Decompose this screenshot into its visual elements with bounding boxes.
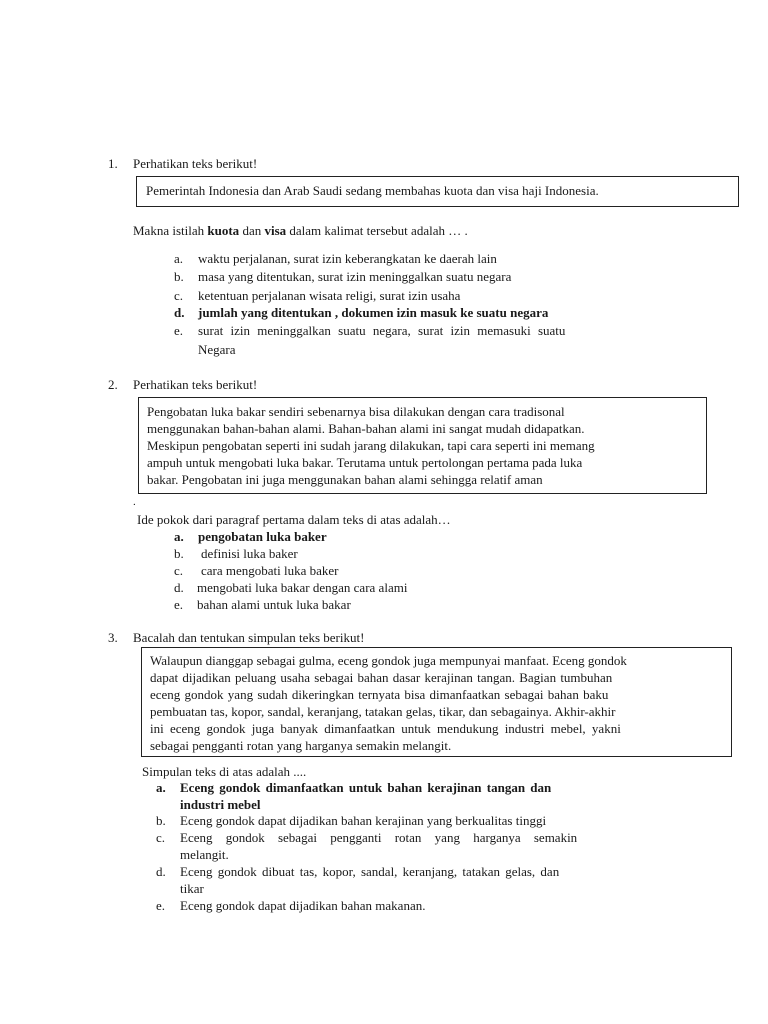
- option-c[interactable]: [174, 287, 624, 304]
- option-text: mengobati luka bakar dengan cara alami: [197, 580, 408, 595]
- option-letter: e.: [174, 597, 184, 612]
- option-letter: c.: [174, 288, 184, 303]
- option-text: Eceng gondok dibuat tas, kopor, sandal, keranjang, tatakan gelas, dan: [180, 864, 560, 879]
- box-line: Pengobatan luka bakar sendiri sebenarnya bisa dilakukan dengan cara tradisonal: [147, 404, 565, 419]
- option-letter: a.: [156, 780, 166, 795]
- option-d[interactable]: [156, 863, 624, 897]
- option-e[interactable]: [174, 596, 474, 613]
- option-letter: e.: [156, 898, 166, 913]
- question-number: 3.: [108, 630, 118, 645]
- box-line: menggunakan bahan-bahan alami. Bahan-bahan alami ini sangat mudah didapatkan.: [147, 421, 585, 436]
- option-b[interactable]: [174, 268, 624, 285]
- question-prompt: [133, 222, 468, 239]
- option-text: melangit.: [180, 847, 229, 862]
- question-number: 2.: [108, 377, 118, 392]
- option-a[interactable]: [174, 528, 474, 545]
- option-letter: d.: [174, 305, 185, 320]
- prompt-text: dalam kalimat tersebut adalah … .: [286, 223, 468, 238]
- option-text: Eceng gondok sebagai pengganti rotan yang harganya semakin: [180, 830, 578, 845]
- box-line: sebagai pengganti rotan yang harganya semakin melangit.: [150, 738, 452, 753]
- box-line: pembuatan tas, kopor, sandal, keranjang, tatakan gelas, tikar, dan sebagainya. Akhir-akhir: [150, 704, 616, 719]
- option-letter: b.: [174, 269, 184, 284]
- option-text: Eceng gondok dapat dijadikan bahan kerajinan yang berkualitas tinggi: [180, 813, 547, 828]
- option-b[interactable]: [156, 812, 624, 829]
- option-text: bahan alami untuk luka bakar: [197, 597, 351, 612]
- option-letter: a.: [174, 251, 184, 266]
- option-letter: a.: [174, 529, 184, 544]
- prompt-text: Makna istilah: [133, 223, 208, 238]
- option-text: industri mebel: [180, 797, 261, 812]
- prompt-keyword: visa: [264, 223, 287, 238]
- option-text: Eceng gondok dapat dijadikan bahan makanan.: [180, 898, 426, 913]
- option-text: Negara: [198, 342, 236, 357]
- option-letter: d.: [174, 580, 184, 595]
- option-letter: c.: [156, 830, 166, 845]
- option-text: tikar: [180, 881, 204, 896]
- question-prompt: Ide pokok dari paragraf pertama dalam teks di atas adalah…: [137, 512, 451, 527]
- option-text: cara mengobati luka baker: [201, 563, 339, 578]
- question-number: 1.: [108, 156, 118, 171]
- box-line: Walaupun dianggap sebagai gulma, eceng gondok juga mempunyai manfaat. Eceng gondok: [150, 653, 627, 668]
- option-letter: b.: [156, 813, 166, 828]
- option-c[interactable]: [174, 562, 474, 579]
- option-e[interactable]: [174, 322, 624, 358]
- box-line: bakar. Pengobatan ini juga menggunakan bahan alami sehingga relatif aman: [147, 472, 543, 487]
- option-text: surat izin meninggalkan suatu negara, surat izin memasuki suatu: [198, 323, 566, 338]
- option-d[interactable]: [174, 579, 474, 596]
- option-b[interactable]: [174, 545, 474, 562]
- option-text: Eceng gondok dimanfaatkan untuk bahan kerajinan tangan dan: [180, 780, 552, 795]
- text-box: [141, 647, 732, 757]
- option-text: definisi luka baker: [201, 546, 298, 561]
- option-letter: d.: [156, 864, 166, 879]
- option-e[interactable]: [156, 897, 624, 914]
- option-a[interactable]: [156, 779, 624, 813]
- box-line: Meskipun pengobatan seperti ini sudah jarang dilakukan, tapi cara seperti ini memang: [147, 438, 595, 453]
- text-box: [138, 397, 707, 494]
- box-line: dapat dijadikan peluang usaha sebagai bahan dasar kerajinan tangan. Bagian tumbuhan: [150, 670, 613, 685]
- option-text: ketentuan perjalanan wisata religi, surat izin usaha: [198, 288, 461, 303]
- box-line: ampuh untuk mengobati luka bakar. Terutama untuk pertolongan pertama pada luka: [147, 455, 583, 470]
- option-text: waktu perjalanan, surat izin keberangkatan ke daerah lain: [198, 251, 497, 266]
- option-c[interactable]: [156, 829, 624, 863]
- box-line: eceng gondok yang sudah dikeringkan ternyata bisa dimanfaatkan sebagai bahan baku: [150, 687, 609, 702]
- option-letter: b.: [174, 546, 184, 561]
- text-box: [136, 176, 739, 207]
- prompt-text: dan: [239, 223, 265, 238]
- question-intro: Bacalah dan tentukan simpulan teks berikut!: [133, 630, 365, 645]
- option-text: jumlah yang ditentukan , dokumen izin masuk ke suatu negara: [198, 305, 549, 320]
- option-letter: e.: [174, 323, 184, 338]
- option-d[interactable]: [174, 304, 634, 321]
- option-letter: c.: [174, 563, 184, 578]
- box-text: Pemerintah Indonesia dan Arab Saudi sedang membahas kuota dan visa haji Indonesia.: [146, 183, 599, 198]
- option-text: pengobatan luka baker: [198, 529, 327, 544]
- question-intro: Perhatikan teks berikut!: [133, 377, 258, 392]
- prompt-keyword: kuota: [207, 223, 240, 238]
- stray-dot: .: [133, 496, 136, 508]
- option-a[interactable]: [174, 250, 624, 267]
- box-line: ini eceng gondok juga banyak dimanfaatkan untuk mendukung industri mebel, yakni: [150, 721, 621, 736]
- option-text: masa yang ditentukan, surat izin meninggalkan suatu negara: [198, 269, 512, 284]
- question-prompt: Simpulan teks di atas adalah ....: [142, 764, 307, 779]
- question-intro: Perhatikan teks berikut!: [133, 156, 258, 171]
